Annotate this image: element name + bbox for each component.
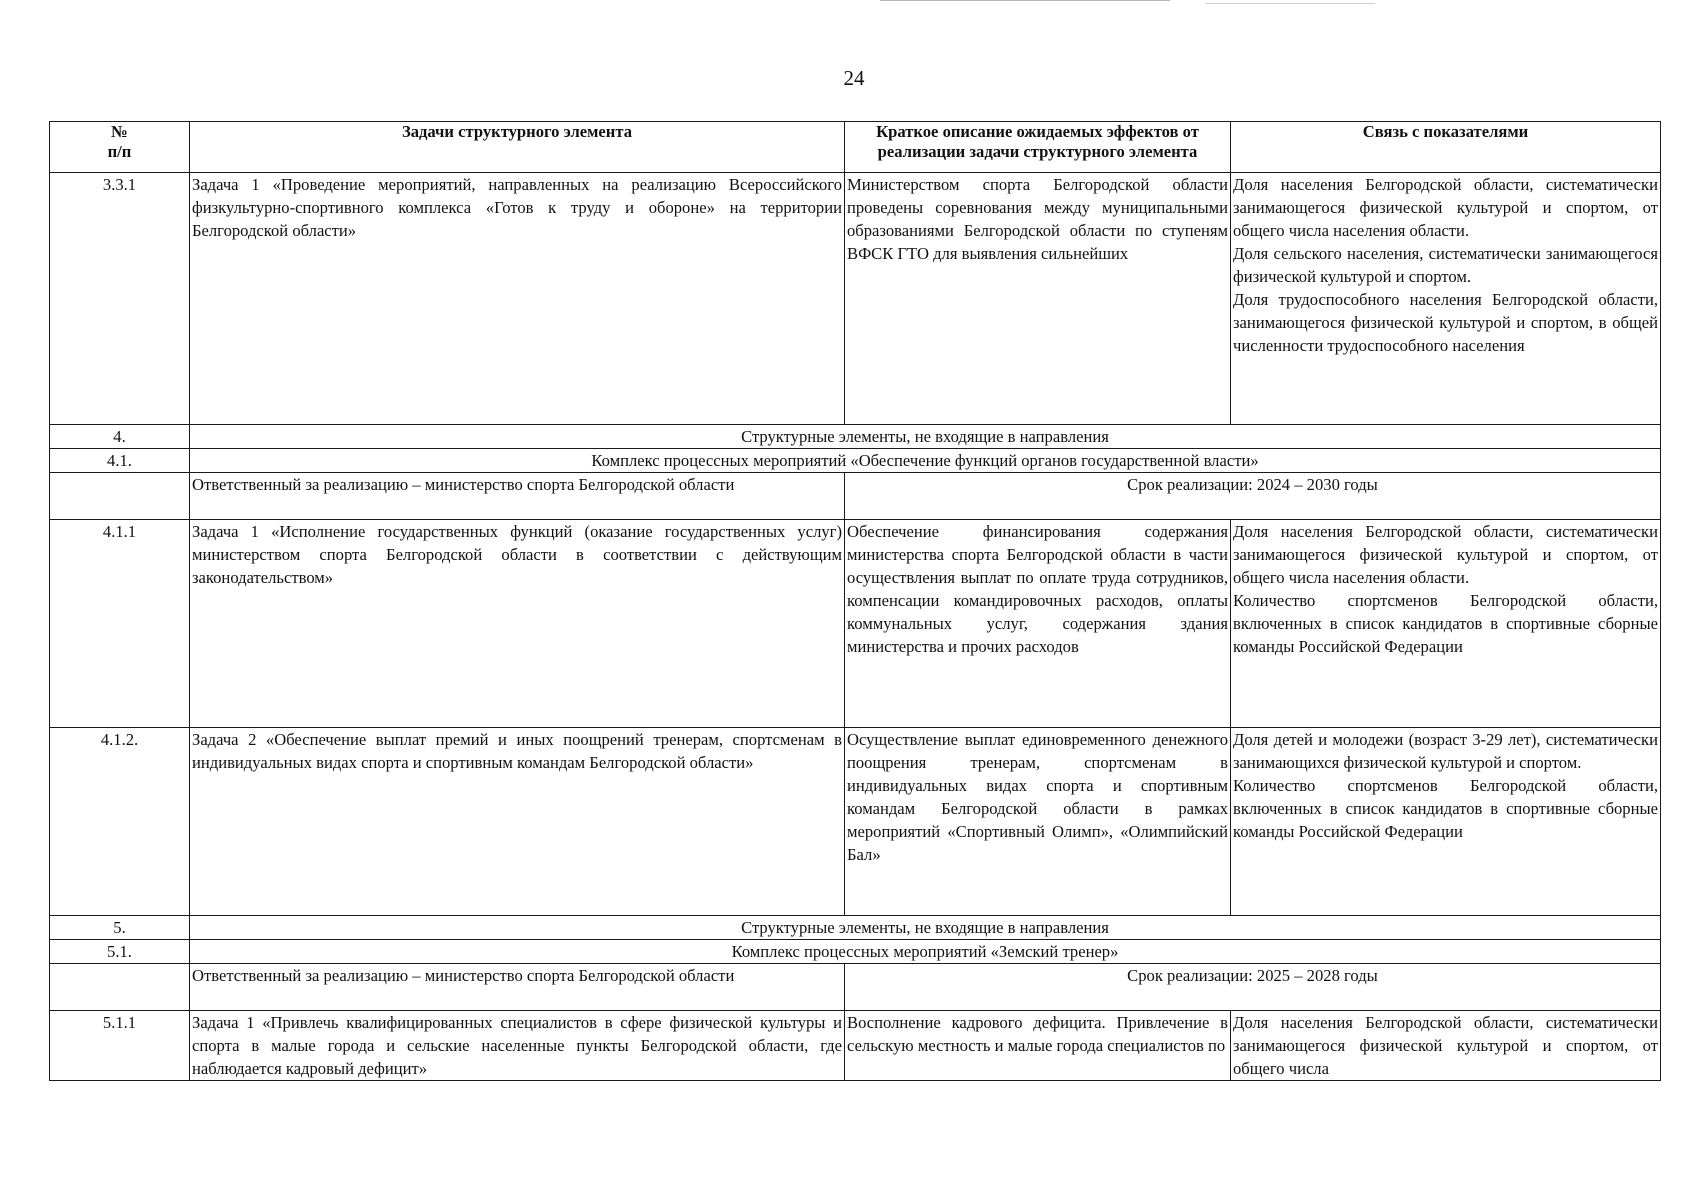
tasks-table: [49, 121, 1661, 1081]
section-title: Структурные элементы, не входящие в направления: [190, 425, 1661, 449]
responsible-text: Ответственный за реализацию – министерство спорта Белгородской области: [190, 473, 845, 520]
row-number-empty: [50, 964, 190, 1011]
scan-edge-line: [1205, 3, 1375, 4]
section-row: [50, 425, 1661, 449]
responsible-row: [50, 473, 1661, 520]
indicator-item: Количество спортсменов Белгородской области, включенных в список кандидатов в спортивные сборные команды Российской Федерации: [1233, 776, 1658, 841]
indicators-cell: [1231, 1011, 1661, 1081]
row-number: 4.1.2.: [50, 728, 190, 916]
task-text: Задача 1 «Исполнение государственных функций (оказание государственных услуг) министерством спорта Белгородской области в соответствии с действующим законодательством»: [190, 520, 845, 728]
effect-text: Осуществление выплат единовременного денежного поощрения тренерам, спортсменам в индивидуальных видах спорта и спортивным командам Белгородской области в рамках мероприятий «Спортивный Олимп», «Олимпийский Бал»: [845, 728, 1231, 916]
row-number: 5.1.1: [50, 1011, 190, 1081]
responsible-row: [50, 964, 1661, 1011]
task-text: Задача 2 «Обеспечение выплат премий и иных поощрений тренерам, спортсменам в индивидуальных видах спорта и спортивным командам Белгородской области»: [190, 728, 845, 916]
indicator-item: Доля детей и молодежи (возраст 3-29 лет), систематически занимающихся физической культурой и спортом.: [1233, 730, 1658, 772]
table-row: [50, 728, 1661, 916]
header-num: № п/п: [50, 122, 190, 173]
indicators-cell: [1231, 728, 1661, 916]
row-number: 4.: [50, 425, 190, 449]
header-indicators: Связь с показателями: [1231, 122, 1661, 173]
row-number-empty: [50, 473, 190, 520]
indicator-item: Доля населения Белгородской области, систематически занимающегося физической культурой и спортом, от общего числа населения области.: [1233, 522, 1658, 587]
row-number: 4.1.1: [50, 520, 190, 728]
indicators-cell: [1231, 173, 1661, 425]
task-text: Задача 1 «Проведение мероприятий, направленных на реализацию Всероссийского физкультурно-спортивного комплекса «Готов к труду и обороне» на территории Белгородской области»: [190, 173, 845, 425]
row-number: 4.1.: [50, 449, 190, 473]
section-row: [50, 940, 1661, 964]
table-header-row: [50, 122, 1661, 173]
table-row: [50, 173, 1661, 425]
header-tasks: Задачи структурного элемента: [190, 122, 845, 173]
term-text: Срок реализации: 2025 – 2028 годы: [845, 964, 1661, 1011]
indicator-item: Доля сельского населения, систематически занимающегося физической культурой и спортом.: [1233, 244, 1658, 286]
indicator-item: Доля населения Белгородской области, систематически занимающегося физической культурой и спортом, от общего числа населения области.: [1233, 175, 1658, 240]
row-number: 5.: [50, 916, 190, 940]
indicator-item: Доля населения Белгородской области, систематически занимающегося физической культурой и спортом, от общего числа: [1233, 1013, 1658, 1078]
indicators-cell: [1231, 520, 1661, 728]
header-effects: Краткое описание ожидаемых эффектов от реализации задачи структурного элемента: [845, 122, 1231, 173]
term-text: Срок реализации: 2024 – 2030 годы: [845, 473, 1661, 520]
section-row: [50, 449, 1661, 473]
indicator-item: Количество спортсменов Белгородской области, включенных в список кандидатов в спортивные сборные команды Российской Федерации: [1233, 591, 1658, 656]
indicator-item: Доля трудоспособного населения Белгородской области, занимающегося физической культурой и спортом, в общей численности трудоспособного населения: [1233, 290, 1658, 355]
scan-edge-line: [880, 0, 1170, 1]
task-text: Задача 1 «Привлечь квалифицированных специалистов в сфере физической культуры и спорта в малые города и сельские населенные пункты Белгородской области, где наблюдается кадровый дефицит»: [190, 1011, 845, 1081]
table-row: [50, 1011, 1661, 1081]
section-row: [50, 916, 1661, 940]
effect-text: Министерством спорта Белгородской области проведены соревнования между муниципальными образованиями Белгородской области по ступеням ВФСК ГТО для выявления сильнейших: [845, 173, 1231, 425]
row-number: 3.3.1: [50, 173, 190, 425]
section-title: Комплекс процессных мероприятий «Земский тренер»: [190, 940, 1661, 964]
responsible-text: Ответственный за реализацию – министерство спорта Белгородской области: [190, 964, 845, 1011]
table-row: [50, 520, 1661, 728]
effect-text: Восполнение кадрового дефицита. Привлечение в сельскую местность и малые города специалистов по: [845, 1011, 1231, 1081]
page-number: 24: [843, 66, 865, 90]
section-title: Комплекс процессных мероприятий «Обеспечение функций органов государственной власти»: [190, 449, 1661, 473]
row-number: 5.1.: [50, 940, 190, 964]
section-title: Структурные элементы, не входящие в направления: [190, 916, 1661, 940]
effect-text: Обеспечение финансирования содержания министерства спорта Белгородской области в части осуществления выплат по оплате труда сотрудников, компенсации командировочных расходов, оплаты коммунальных услуг, содержания здания министерства и прочих расходов: [845, 520, 1231, 728]
